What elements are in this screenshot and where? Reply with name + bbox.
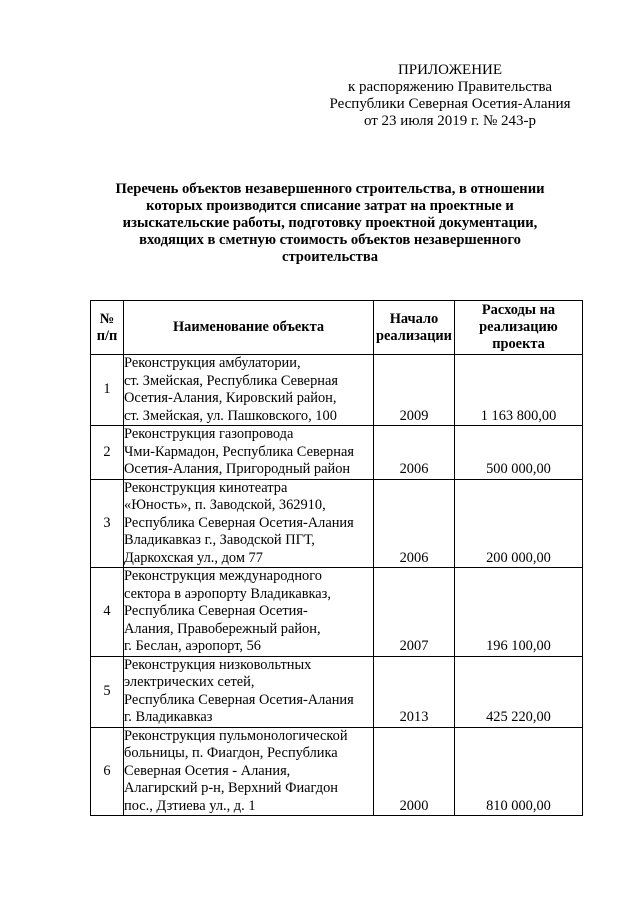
object-name: Реконструкция газопровода Чми-Кармадон, Республика Северная Осетия-Алания, Пригородный район bbox=[124, 426, 374, 480]
header-cost: Расходы на реализацию проекта bbox=[455, 301, 583, 355]
row-number: 4 bbox=[91, 568, 124, 657]
project-cost: 200 000,00 bbox=[455, 479, 583, 568]
appendix-heading: ПРИЛОЖЕНИЕ bbox=[397, 62, 503, 78]
table-header-row bbox=[91, 301, 583, 355]
row-number: 2 bbox=[91, 426, 124, 480]
object-name: Реконструкция низковольтных электрических сетей, Республика Северная Осетия-Алания г. Владикавказ bbox=[124, 656, 374, 727]
table-row bbox=[91, 727, 583, 816]
start-year: 2006 bbox=[374, 426, 455, 480]
project-cost: 810 000,00 bbox=[455, 727, 583, 816]
header-start: Начало реализации bbox=[374, 301, 455, 355]
document-title bbox=[90, 181, 570, 266]
table-row bbox=[91, 568, 583, 657]
table-row bbox=[91, 479, 583, 568]
title-line: изыскательские работы, подготовку проектной документации, bbox=[122, 215, 538, 231]
row-number: 3 bbox=[91, 479, 124, 568]
title-line: строительства bbox=[281, 249, 379, 265]
title-line: Перечень объектов незавершенного строительства, в отношении bbox=[115, 181, 545, 197]
project-cost: 425 220,00 bbox=[455, 656, 583, 727]
row-number: 1 bbox=[91, 355, 124, 426]
table-row bbox=[91, 656, 583, 727]
start-year: 2013 bbox=[374, 656, 455, 727]
object-name: Реконструкция амбулатории, ст. Змейская, Республика Северная Осетия-Алания, Кировский район, ст. Змейская, ул. Пашковского, 100 bbox=[124, 355, 374, 426]
project-cost: 196 100,00 bbox=[455, 568, 583, 657]
appendix-date-line: от 23 июля 2019 г. № 243-р bbox=[363, 113, 537, 129]
start-year: 2009 bbox=[374, 355, 455, 426]
appendix-line: Республики Северная Осетия-Алания bbox=[329, 96, 571, 112]
row-number: 5 bbox=[91, 656, 124, 727]
object-name: Реконструкция кинотеатра «Юность», п. Заводской, 362910, Республика Северная Осетия-Алания Владикавказ г., Заводской ПГТ, Даркохская ул., дом 77 bbox=[124, 479, 374, 568]
project-cost: 500 000,00 bbox=[455, 426, 583, 480]
start-year: 2007 bbox=[374, 568, 455, 657]
object-name: Реконструкция пульмонологической больницы, п. Фиагдон, Республика Северная Осетия - Алания, Алагирский р-н, Верхний Фиагдон пос., Дзтиева ул., д. 1 bbox=[124, 727, 374, 816]
table-row bbox=[91, 426, 583, 480]
object-name: Реконструкция международного сектора в аэропорту Владикавказ, Республика Северная Осетия- Алания, Правобережный район, г. Беслан, аэропорт, 56 bbox=[124, 568, 374, 657]
start-year: 2000 bbox=[374, 727, 455, 816]
start-year: 2006 bbox=[374, 479, 455, 568]
row-number: 6 bbox=[91, 727, 124, 816]
table-row bbox=[91, 355, 583, 426]
title-line: входящих в сметную стоимость объектов незавершенного bbox=[139, 232, 521, 248]
objects-table bbox=[90, 300, 583, 816]
title-line: которых производится списание затрат на проектные и bbox=[146, 198, 514, 214]
project-cost: 1 163 800,00 bbox=[455, 355, 583, 426]
header-num: № п/п bbox=[91, 301, 124, 355]
header-name: Наименование объекта bbox=[124, 301, 374, 355]
appendix-line: к распоряжению Правительства bbox=[347, 79, 552, 95]
appendix-block bbox=[300, 62, 600, 130]
